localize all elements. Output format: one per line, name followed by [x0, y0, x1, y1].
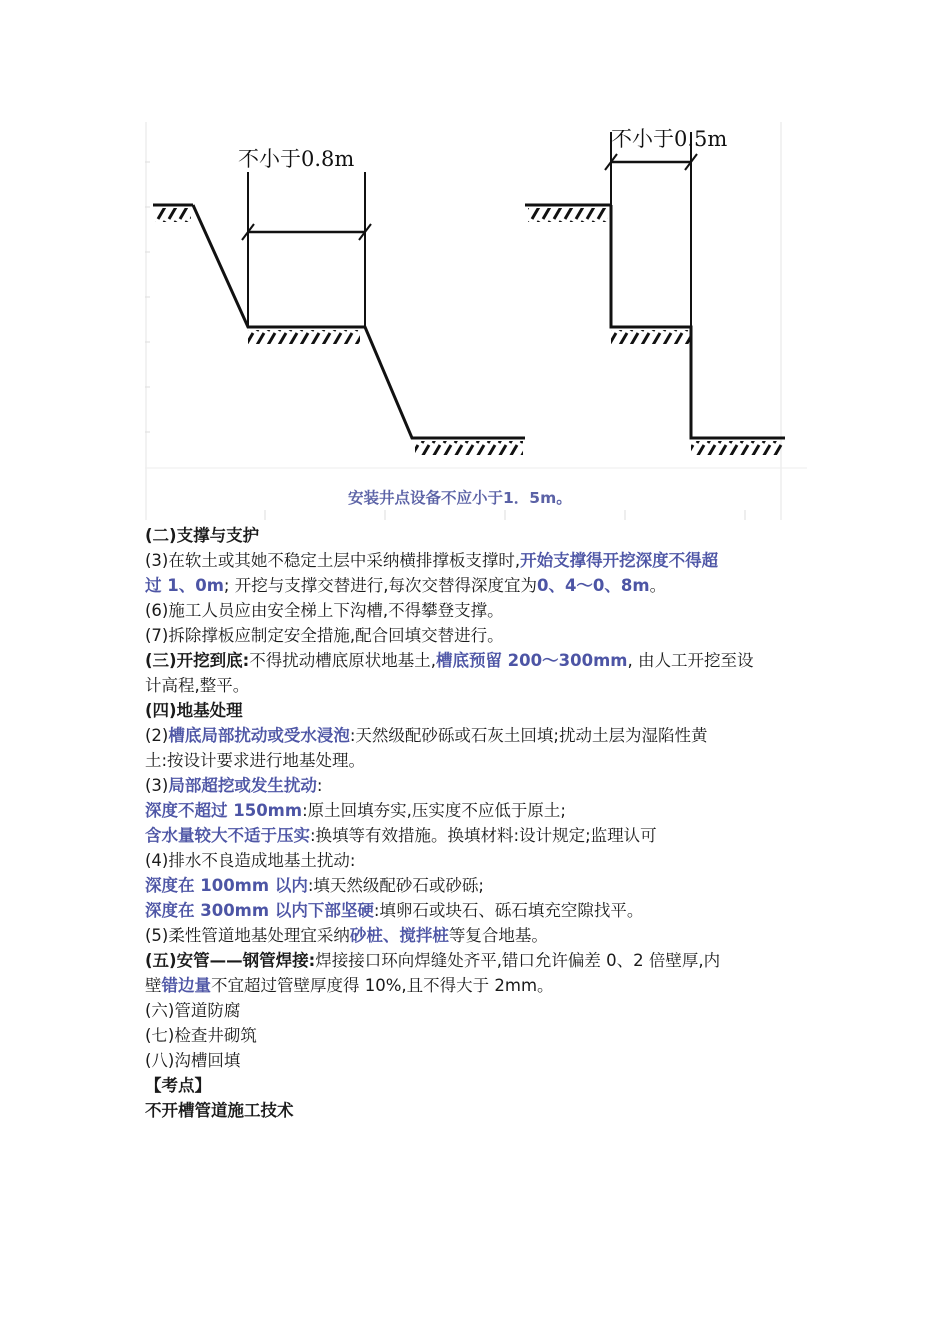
section-4-para-4: (4)排水不良造成地基土扰动:	[145, 851, 356, 870]
section-3-line-1	[145, 648, 810, 673]
highlight-run: 0、4～0、8m	[536, 576, 650, 595]
text-run: :填卵石或块石、砾石填充空隙找平。	[373, 901, 644, 920]
text-run: (3)	[145, 776, 169, 795]
text-run: :原土回填夯实,压实度不应低于原土;	[302, 801, 566, 820]
kaodian-heading: 【考点】	[145, 1076, 211, 1095]
topic-heading: 不开槽管道施工技术	[145, 1101, 294, 1120]
highlight-run: 错边量	[161, 976, 211, 995]
section-2-para-3-line-2	[145, 573, 810, 598]
section-5-line-2	[145, 973, 810, 998]
section-3-title: (三)开挖到底:	[145, 651, 250, 670]
section-3-line-2: 计高程,整平。	[145, 676, 250, 695]
section-7-title: (七)检查井砌筑	[145, 1026, 257, 1045]
text-run: 不宜超过管壁厚度得 10%,且不得大于 2mm。	[211, 976, 554, 995]
text-run: ; 开挖与支撑交替进行,每次交替得深度宜为	[223, 576, 537, 595]
section-4-para-4-item-2	[145, 898, 810, 923]
hatch-mid-left	[248, 330, 360, 344]
highlight-run: 过 1、0m	[145, 576, 224, 595]
hatch-top-right	[528, 208, 608, 222]
section-6-title: (六)管道防腐	[145, 1001, 241, 1020]
section-5-line-1	[145, 948, 810, 973]
text-run: , 由人工开挖至设	[627, 651, 754, 670]
section-8-title: (八)沟槽回填	[145, 1051, 241, 1070]
left-dimension-label: 不小于0.8m	[238, 147, 355, 171]
text-run: 不得扰动槽底原状地基土,	[249, 651, 436, 670]
hatch-mid-right	[611, 330, 691, 344]
excavation-diagram	[145, 122, 807, 520]
right-step-profile	[525, 127, 785, 455]
highlight-run: 深度在 100mm 以内	[145, 876, 308, 895]
left-slope-profile	[153, 147, 525, 455]
text-run: (5)柔性管道地基处理宜采纳	[145, 926, 350, 945]
section-4-para-2-line-1	[145, 723, 810, 748]
section-4-para-4-item-1	[145, 873, 810, 898]
section-2-para-7: (7)拆除撑板应制定安全措施,配合回填交替进行。	[145, 626, 504, 645]
section-4-para-2-line-2: 土:按设计要求进行地基处理。	[145, 751, 366, 770]
text-run: 壁	[145, 976, 162, 995]
figure-caption: 安装井点设备不应小于1．5m。	[348, 489, 572, 507]
text-run: 等复合地基。	[448, 926, 548, 945]
text-run: :填天然级配砂石或砂砾;	[307, 876, 484, 895]
section-4-para-5	[145, 923, 810, 948]
highlight-run: 开始支撑得开挖深度不得超	[520, 551, 719, 570]
highlight-run: 深度在 300mm 以内下部坚硬	[145, 901, 374, 920]
document-body	[145, 523, 810, 1123]
right-dimension-label: 不小于0.5m	[611, 127, 728, 151]
section-2-title: (二)支撑与支护	[145, 526, 260, 545]
section-2-para-3-line-1	[145, 548, 810, 573]
step-profile-line	[611, 205, 785, 438]
hatch-bottom-left	[415, 441, 523, 455]
section-2-para-6: (6)施工人员应由安全梯上下沟槽,不得攀登支撑。	[145, 601, 504, 620]
section-5-title: (五)安管——钢管焊接:	[145, 951, 316, 970]
highlight-run: 槽底预留 200～300mm	[435, 651, 628, 670]
highlight-run: 砂桩、搅拌桩	[349, 926, 449, 945]
text-run: :	[316, 776, 323, 795]
highlight-run: 深度不超过 150mm	[145, 801, 303, 820]
highlight-run: 含水量较大不适于压实	[145, 826, 310, 845]
hatch-bottom-right	[691, 441, 783, 455]
section-4-title: (四)地基处理	[145, 701, 243, 720]
section-4-para-3-item-2	[145, 823, 810, 848]
highlight-run: 槽底局部扰动或受水浸泡	[168, 726, 350, 745]
diagram-svg	[145, 122, 807, 520]
text-run: (2)	[145, 726, 169, 745]
highlight-run: 局部超挖或发生扰动	[168, 776, 317, 795]
text-run: :换填等有效措施。换填材料:设计规定;监理认可	[310, 826, 657, 845]
text-run: :天然级配砂砾或石灰土回填;扰动土层为湿陷性黄	[349, 726, 708, 745]
hatch-top-left	[155, 208, 191, 222]
text-run: 焊接接口环向焊缝处齐平,错口允许偏差 0、2 倍壁厚,内	[315, 951, 721, 970]
section-4-para-3	[145, 773, 810, 798]
text-run: (3)在软土或其她不稳定土层中采纳横排撑板支撑时,	[145, 551, 521, 570]
text-run: 。	[649, 576, 667, 595]
section-4-para-3-item-1	[145, 798, 810, 823]
